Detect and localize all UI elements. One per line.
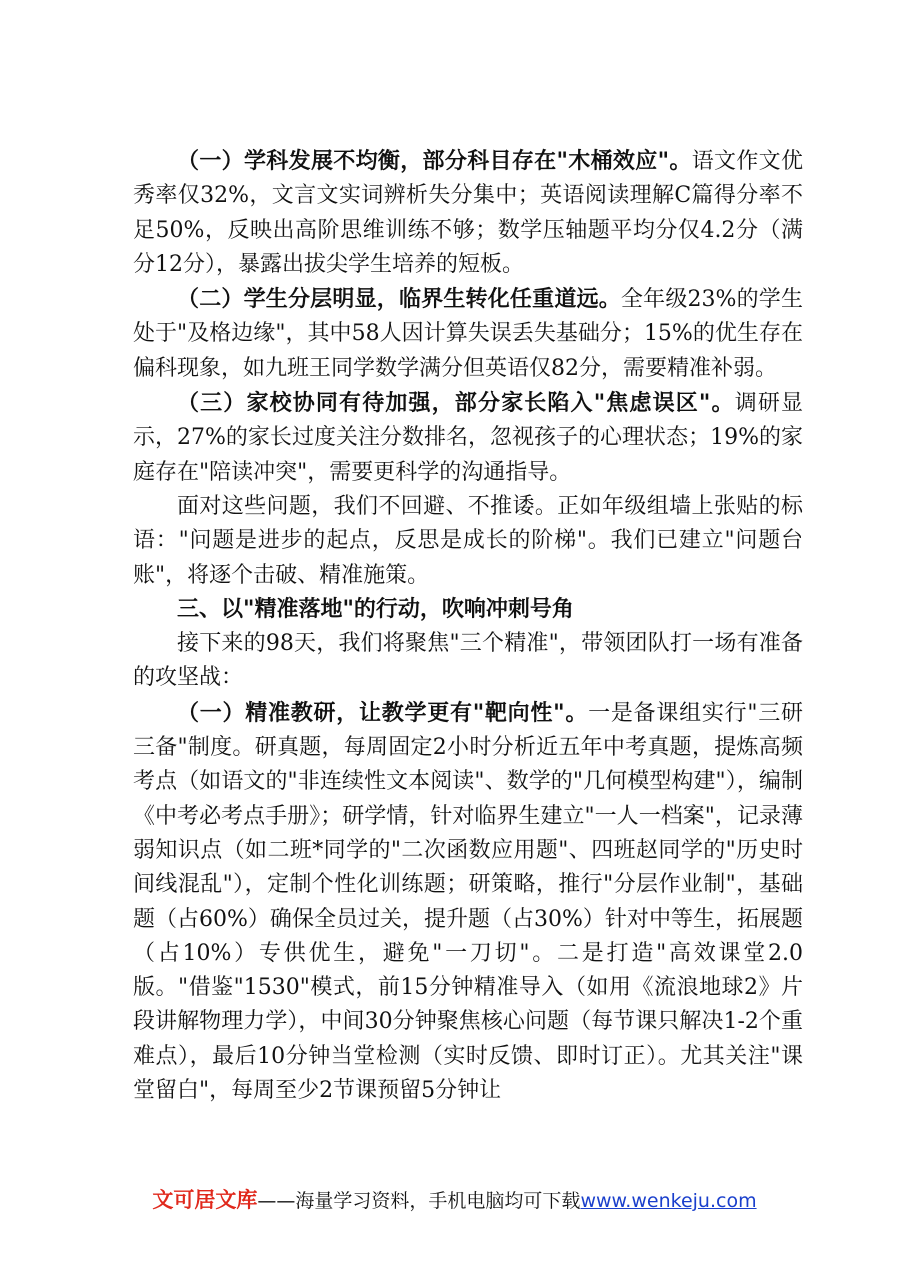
footer-link[interactable]: www.wenkeju.com [580, 1190, 757, 1212]
footer-brand: 文可居文库 [152, 1188, 258, 1212]
paragraph-lead: （一）精准教研，让教学更有"靶向性"。 [177, 699, 589, 726]
paragraph-3 [133, 386, 803, 490]
paragraph-4 [133, 490, 803, 593]
paragraph-text: 调研显示，27%的家长过度关注分数排名，忽视孩子的心理状态；19%的家庭存在"陪读冲突"，需要更科学的沟通指导。 [133, 391, 803, 485]
paragraph-text: 语文作文优秀率仅32%，文言文实词辨析失分集中；英语阅读理解C篇得分率不足50%，反映出高阶思维训练不够；数学压轴题平均分仅4.2分（满分12分），暴露出拔尖学生培养的短板。 [133, 149, 803, 277]
footer-banner [0, 1184, 909, 1214]
paragraph-text: 一是备课组实行"三研三备"制度。研真题，每周固定2小时分析近五年中考真题，提炼高频考点（如语文的"非连续性文本阅读"、数学的"几何模型构建"），编制《中考必考点手册》；研学情，针对临界生建立"一人一档案"，记录薄弱知识点（如二班*同学的"二次函数应用题"、四班赵同学的"历史时间线混乱"），定制个性化训练题；研策略，推行"分层作业制"，基础题（占60%）确保全员过关，提升题（占30%）针对中等生，拓展题（占10%）专供优生，避免"一刀切"。二是打造"高效课堂2.0版。"借鉴"1530"模式，前15分钟精准导入（如用《流浪地球2》片段讲解物理力学），中间30分钟聚焦核心问题（每节课只解决1-2个重难点），最后10分钟当堂检测（实时反馈、即时订正）。尤其关注"课堂留白"，每周至少2节课预留5分钟让 [133, 700, 803, 1104]
paragraph-lead: （一）学科发展不均衡，部分科目存在"木桶效应"。 [177, 148, 692, 174]
paragraph-lead: （二）学生分层明显，临界生转化任重道远。 [177, 286, 621, 313]
paragraph-5 [133, 627, 803, 696]
paragraph-6 [133, 696, 803, 1109]
paragraph-text: 面对这些问题，我们不回避、不推诿。正如年级组墙上张贴的标语："问题是进步的起点，反思是成长的阶梯"。我们已建立"问题台账"，将逐个击破、精准施策。 [133, 493, 803, 588]
document-body [133, 144, 803, 1108]
paragraph-1 [133, 144, 803, 282]
paragraph-text: 全年级23%的学生处于"及格边缘"，其中58人因计算失误丢失基础分；15%的优生存在偏科现象，如九班王同学数学满分但英语仅82分，需要精准补弱。 [133, 287, 803, 381]
paragraph-lead: （三）家校协同有待加强，部分家长陷入"焦虑误区"。 [177, 390, 735, 417]
paragraph-2 [133, 282, 803, 386]
section-heading: 三、以"精准落地"的行动，吹响冲刺号角 [177, 596, 574, 622]
footer-tagline: ——海量学习资料，手机电脑均可下载 [257, 1190, 581, 1212]
paragraph-text: 接下来的98天，我们将聚焦"三个精准"，带领团队打一场有准备的攻坚战： [133, 631, 803, 691]
